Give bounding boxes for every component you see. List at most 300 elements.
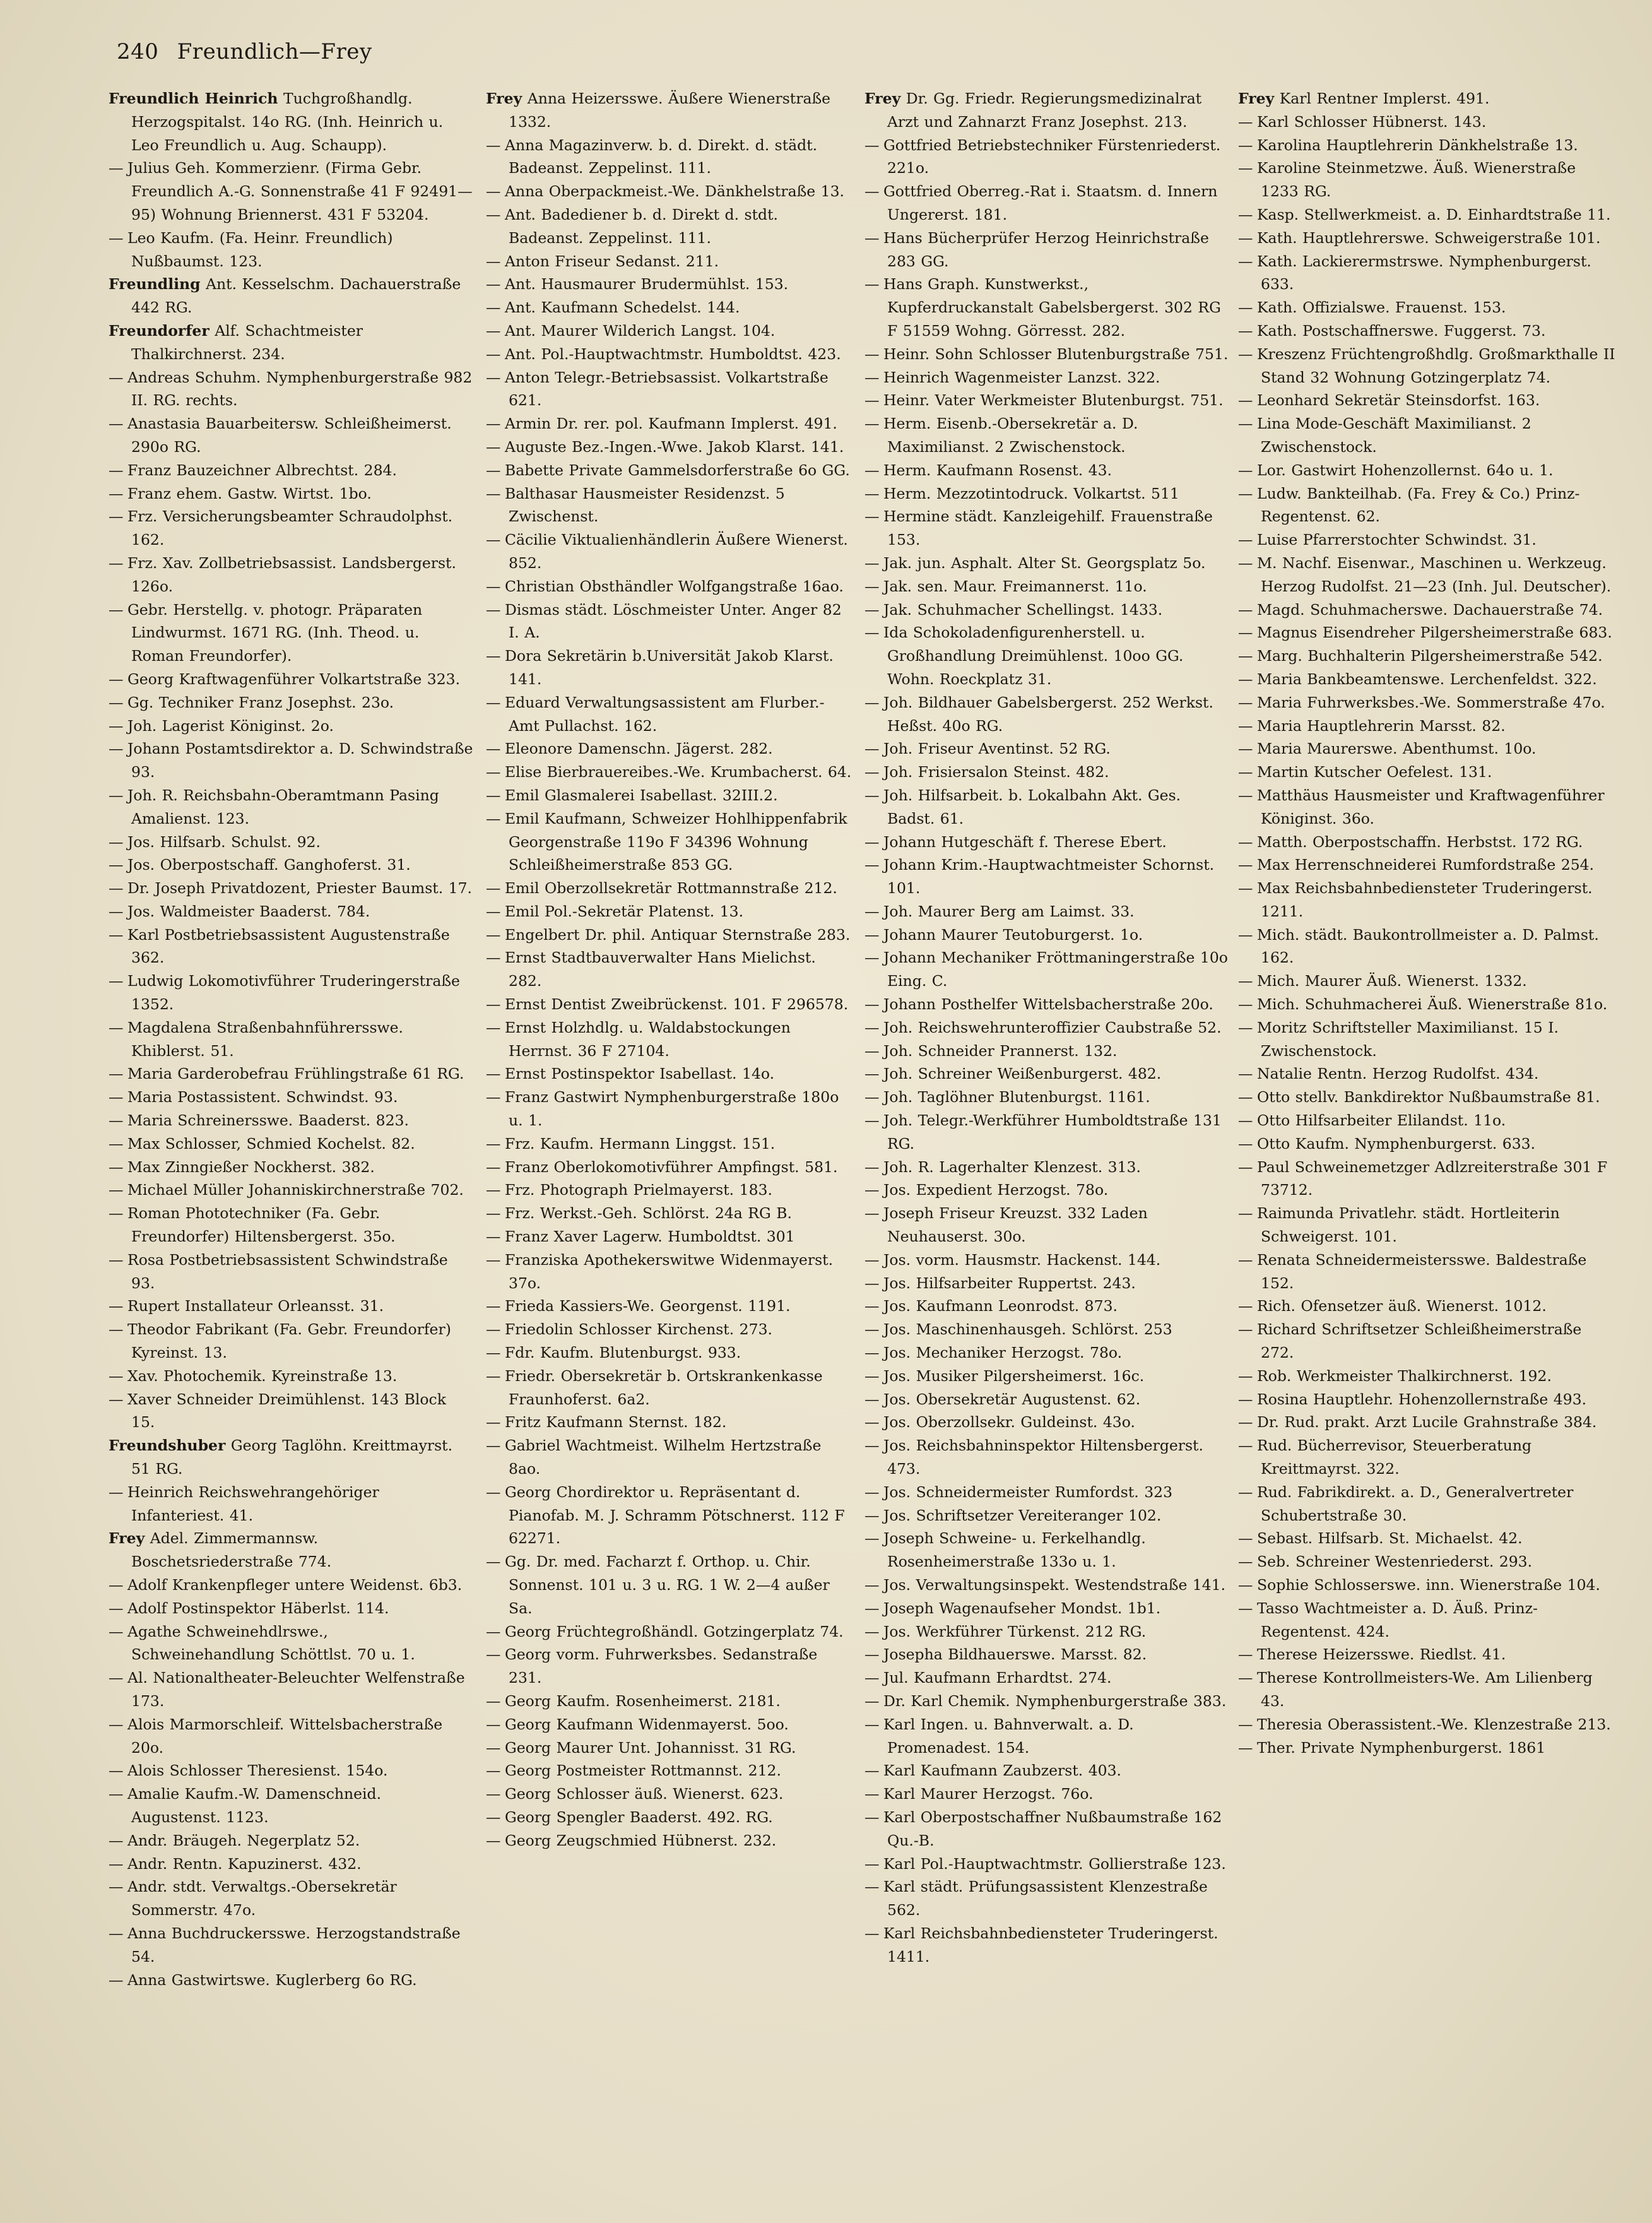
repeat-dash: — [1238, 159, 1253, 177]
directory-entry [486, 1225, 852, 1248]
entry-text: Lina Mode-Geschäft Maximilianst. 2 Zwischenstock. [1257, 415, 1531, 456]
repeat-dash: — [109, 1320, 124, 1339]
repeat-dash: — [486, 740, 501, 758]
directory-entry [486, 1341, 852, 1365]
directory-entry [864, 87, 1230, 134]
entry-text: Hans Graph. Kunstwerkst., Kupferdruckanstalt Gabelsbergerst. 302 RG F 51559 Wohng. Görresst. 282. [883, 275, 1221, 340]
directory-entry [109, 1062, 475, 1086]
repeat-dash: — [1238, 228, 1253, 247]
repeat-dash: — [486, 925, 501, 944]
repeat-dash: — [864, 391, 880, 410]
entry-text: Karolina Hauptlehrerin Dänkhelstraße 13. [1257, 136, 1578, 154]
directory-entry [486, 319, 852, 343]
directory-entry [864, 180, 1230, 227]
directory-entry [109, 157, 475, 226]
directory-entry [864, 552, 1230, 575]
repeat-dash: — [486, 1344, 501, 1362]
entry-text: Mich. städt. Baukontrollmeister a. D. Palmst. 162. [1257, 925, 1599, 967]
entry-text: Ludw. Bankteilhab. (Fa. Frey & Co.) Prinz-Regentenst. 62. [1257, 484, 1580, 526]
entry-text: Karl Reichsbahnbediensteter Truderingerst. 1411. [883, 1924, 1218, 1965]
entry-text: Maria Maurerswe. Abenthumst. 10o. [1257, 740, 1537, 758]
repeat-dash: — [109, 1622, 124, 1640]
directory-entry [486, 1318, 852, 1341]
directory-entry [864, 1341, 1230, 1365]
entry-text: Matthäus Hausmeister und Kraftwagenführer Königinst. 36o. [1257, 786, 1605, 827]
entry-text: Frieda Kassiers-We. Georgenst. 1191. [505, 1297, 791, 1315]
directory-entry [109, 831, 475, 854]
entry-text: Georg Zeugschmied Hübnerst. 232. [505, 1831, 777, 1849]
directory-entry [486, 1156, 852, 1179]
entry-surname: Freundorfer [109, 321, 209, 340]
entry-text: Johann Krim.-Hauptwachtmeister Schornst. 101. [883, 856, 1215, 898]
directory-entry [1238, 319, 1617, 343]
directory-entry [486, 1690, 852, 1713]
repeat-dash: — [1238, 879, 1253, 898]
directory-entry [1238, 1086, 1617, 1109]
directory-entry [109, 1782, 475, 1829]
repeat-dash: — [486, 182, 501, 201]
directory-entry [1238, 203, 1617, 227]
entry-text: Jos. Expedient Herzogst. 78o. [883, 1181, 1109, 1199]
directory-entry [864, 575, 1230, 598]
entry-text: Jos. Hilfsarbeiter Ruppertst. 243. [883, 1274, 1136, 1292]
repeat-dash: — [864, 1390, 880, 1408]
directory-entry [486, 644, 852, 691]
repeat-dash: — [1238, 693, 1253, 711]
repeat-dash: — [1238, 670, 1253, 688]
entry-text: Georg Spengler Baaderst. 492. RG. [505, 1808, 773, 1826]
repeat-dash: — [486, 902, 501, 920]
entry-text: Elise Bierbrauereibes.-We. Krumbacherst. 64. [505, 763, 852, 781]
entry-text: Herm. Eisenb.-Obersekretär a. D. Maximilianst. 2 Zwischenstock. [883, 415, 1138, 456]
directory-entry [1238, 528, 1617, 552]
entry-text: Eduard Verwaltungsassistent am Flurber.-Amt Pullachst. 162. [505, 693, 825, 735]
directory-entry [486, 1016, 852, 1063]
entry-text: Anastasia Bauarbeitersw. Schleißheimerst. 290o RG. [127, 415, 452, 456]
entry-text: Jos. Maschinenhausgeh. Schlörst. 253 [883, 1320, 1172, 1339]
directory-entry [109, 1388, 475, 1435]
entry-text: Xaver Schneider Dreimühlenst. 143 Block 15. [127, 1390, 446, 1432]
directory-entry [864, 1388, 1230, 1411]
directory-entry [1238, 250, 1617, 297]
directory-entry [486, 1759, 852, 1782]
entry-text: Eleonore Damenschn. Jägerst. 282. [505, 740, 773, 758]
repeat-dash: — [486, 437, 501, 456]
repeat-dash: — [864, 856, 880, 874]
entry-text: Emil Oberzollsekretär Rottmannstraße 212. [505, 879, 837, 898]
directory-entry [109, 505, 475, 552]
repeat-dash: — [864, 1065, 880, 1083]
repeat-dash: — [109, 461, 124, 479]
directory-entry [864, 412, 1230, 459]
directory-entry [864, 691, 1230, 738]
entry-text: Heinrich Wagenmeister Lanzst. 322. [883, 368, 1160, 386]
repeat-dash: — [864, 1506, 880, 1524]
entry-text: Franz Gastwirt Nymphenburgerstraße 180o u. 1. [505, 1088, 839, 1130]
entry-text: Johann Hutgeschäft f. Therese Ebert. [883, 833, 1167, 851]
directory-entry [486, 436, 852, 459]
directory-entry [1238, 1597, 1617, 1644]
entry-text: Tuchgroßhandlg. Herzogspitalst. 14o RG. (Inh. Heinrich u. Leo Freundlich u. Aug. Schaupp). [131, 90, 444, 154]
repeat-dash: — [109, 1158, 124, 1176]
repeat-dash: — [1238, 833, 1253, 851]
entry-text: Anna Oberpackmeist.-We. Dänkhelstraße 13. [505, 182, 845, 201]
repeat-dash: — [486, 1134, 501, 1153]
entry-text: Georg vorm. Fuhrwerksbes. Sedanstraße 231. [505, 1645, 818, 1687]
repeat-dash: — [109, 368, 124, 386]
repeat-dash: — [486, 1715, 501, 1733]
entry-surname: Freundling [109, 275, 201, 293]
directory-entry [864, 621, 1230, 691]
repeat-dash: — [864, 507, 880, 526]
entry-text: Magd. Schuhmacherswe. Dachauerstraße 74. [1257, 600, 1603, 619]
directory-entry [486, 1736, 852, 1760]
repeat-dash: — [1238, 299, 1253, 317]
repeat-dash: — [1238, 763, 1253, 781]
directory-entry [1238, 969, 1617, 993]
repeat-dash: — [864, 1599, 880, 1617]
directory-entry [486, 1248, 852, 1295]
directory-entry [109, 552, 475, 598]
directory-entry [109, 482, 475, 506]
entry-text: Jos. Reichsbahninspektor Hiltensbergerst. 473. [883, 1437, 1203, 1478]
directory-entry [486, 87, 852, 134]
entry-text: Emil Pol.-Sekretär Platenst. 13. [505, 902, 744, 920]
repeat-dash: — [864, 1669, 880, 1687]
repeat-dash: — [486, 1018, 501, 1036]
repeat-dash: — [1238, 391, 1253, 410]
column-1 [109, 87, 475, 2195]
directory-entry [1238, 134, 1617, 157]
repeat-dash: — [109, 1250, 124, 1269]
entry-text: Otto stellv. Bankdirektor Nußbaumstraße 81. [1257, 1088, 1600, 1106]
directory-entry [864, 1156, 1230, 1179]
entry-text: Alf. Schachtmeister Thalkirchnerst. 234. [131, 321, 363, 363]
page-number: 240 [117, 39, 159, 64]
entry-text: Hans Bücherprüfer Herzog Heinrichstraße 283 GG. [883, 228, 1209, 270]
repeat-dash: — [864, 1320, 880, 1339]
repeat-dash: — [864, 1785, 880, 1803]
repeat-dash: — [864, 554, 880, 572]
repeat-dash: — [864, 228, 880, 247]
repeat-dash: — [864, 1762, 880, 1780]
entry-text: Frz. Photograph Prielmayerst. 183. [505, 1181, 772, 1199]
repeat-dash: — [864, 740, 880, 758]
entry-text: Rosa Postbetriebsassistent Schwindstraße 93. [127, 1250, 448, 1292]
entry-text: Fdr. Kaufm. Blutenburgst. 933. [505, 1344, 741, 1362]
repeat-dash: — [1238, 647, 1253, 665]
directory-entry [486, 877, 852, 900]
repeat-dash: — [109, 1831, 124, 1849]
repeat-dash: — [486, 577, 501, 595]
directory-entry [486, 1062, 852, 1086]
repeat-dash: — [486, 600, 501, 619]
repeat-dash: — [109, 1762, 124, 1780]
directory-entry [486, 1434, 852, 1481]
repeat-dash: — [109, 1112, 124, 1130]
repeat-dash: — [864, 1018, 880, 1036]
repeat-dash: — [864, 182, 880, 201]
directory-entry [864, 784, 1230, 831]
directory-entry [864, 1411, 1230, 1434]
directory-entry [109, 1318, 475, 1365]
directory-entry [864, 1504, 1230, 1527]
entry-text: Joh. Lagerist Königinst. 2o. [127, 716, 334, 735]
repeat-dash: — [109, 1366, 124, 1385]
directory-entry [486, 296, 852, 319]
directory-entry [1238, 1574, 1617, 1597]
entry-text: Andreas Schuhm. Nymphenburgerstraße 982 II. RG. rechts. [127, 368, 473, 410]
repeat-dash: — [109, 507, 124, 526]
repeat-dash: — [1238, 484, 1253, 502]
entry-text: Dr. Gg. Friedr. Regierungsmedizinalrat Arzt und Zahnarzt Franz Josephst. 213. [887, 90, 1202, 131]
column-4 [1238, 87, 1617, 2195]
directory-entry [486, 1481, 852, 1550]
entry-text: Moritz Schriftsteller Maximilianst. 15 I. Zwischenstock. [1257, 1018, 1559, 1060]
entry-text: Joh. Friseur Aventinst. 52 RG. [883, 740, 1111, 758]
repeat-dash: — [486, 1413, 501, 1432]
entry-text: Johann Posthelfer Wittelsbacherstraße 20o. [883, 995, 1213, 1014]
directory-entry [864, 1574, 1230, 1597]
repeat-dash: — [1238, 1018, 1253, 1036]
repeat-dash: — [1238, 1250, 1253, 1269]
entry-text: Maria Hauptlehrerin Marsst. 82. [1257, 716, 1506, 735]
directory-entry [864, 1620, 1230, 1644]
entry-text: Theresia Oberassistent.-We. Klenzestraße 213. [1257, 1715, 1611, 1733]
entry-text: Babette Private Gammelsdorferstraße 6o GG. [505, 461, 850, 479]
directory-entry [486, 482, 852, 529]
repeat-dash: — [1238, 531, 1253, 549]
directory-entry [486, 900, 852, 923]
directory-entry [1238, 227, 1617, 250]
repeat-dash: — [486, 693, 501, 711]
directory-entry [864, 1318, 1230, 1341]
running-title: Freundlich—Frey [177, 39, 372, 64]
entry-text: Ant. Badediener b. d. Direkt d. stdt. Badeanst. Zeppelinst. 111. [505, 205, 778, 247]
directory-entry [1238, 1132, 1617, 1156]
repeat-dash: — [486, 1437, 501, 1455]
directory-entry [486, 737, 852, 761]
repeat-dash: — [864, 1297, 880, 1315]
repeat-dash: — [1238, 624, 1253, 642]
entry-text: Georg Schlosser äuß. Wienerst. 623. [505, 1785, 784, 1803]
directory-entry [1238, 343, 1617, 389]
directory-entry [864, 1272, 1230, 1295]
entry-text: Jak. sen. Maur. Freimannerst. 11o. [883, 577, 1147, 595]
directory-entry [109, 1922, 475, 1969]
entry-text: Karl Rentner Implerst. 491. [1274, 90, 1490, 107]
repeat-dash: — [1238, 1483, 1253, 1501]
entry-surname: Freundlich Heinrich [109, 90, 278, 107]
entry-text: Lor. Gastwirt Hohenzollernst. 64o u. 1. [1257, 461, 1554, 479]
directory-entry [486, 807, 852, 877]
directory-entry [109, 1666, 475, 1713]
repeat-dash: — [1238, 205, 1253, 223]
directory-entry [1238, 1016, 1617, 1063]
repeat-dash: — [109, 786, 124, 804]
repeat-dash: — [1238, 415, 1253, 433]
entry-text: Frz. Werkst.-Geh. Schlörst. 24a RG B. [505, 1204, 792, 1223]
entry-text: Dr. Joseph Privatdozent, Priester Baumst. 17. [127, 879, 473, 898]
repeat-dash: — [864, 345, 880, 363]
directory-entry [109, 273, 475, 319]
entry-text: Johann Maurer Teutoburgerst. 1o. [883, 925, 1143, 944]
directory-entry [864, 598, 1230, 622]
entry-text: Ernst Dentist Zweibrückenst. 101. F 296578. [505, 995, 849, 1014]
directory-entry [486, 1132, 852, 1156]
entry-text: Georg Kaufmann Widenmayerst. 5oo. [505, 1715, 789, 1733]
repeat-dash: — [864, 1088, 880, 1106]
entry-text: Karoline Steinmetzwe. Äuß. Wienerstraße 1233 RG. [1257, 159, 1576, 201]
repeat-dash: — [109, 1297, 124, 1315]
entry-text: Frz. Versicherungsbeamter Schraudolphst. 162. [127, 507, 453, 549]
entry-text: Jak. Schuhmacher Schellingst. 1433. [883, 600, 1163, 619]
repeat-dash: — [864, 786, 880, 804]
repeat-dash: — [864, 693, 880, 711]
directory-entry [109, 598, 475, 668]
entry-surname: Frey [864, 90, 901, 107]
entry-text: Maria Garderobefrau Frühlingstraße 61 RG. [127, 1065, 464, 1083]
directory-entry [1238, 1156, 1617, 1202]
directory-entry [109, 366, 475, 413]
directory-entry [486, 1550, 852, 1620]
column-3 [864, 87, 1230, 2195]
entry-text: Andr. Rentn. Kapuzinerst. 432. [127, 1854, 362, 1873]
repeat-dash: — [109, 1971, 124, 1989]
repeat-dash: — [864, 368, 880, 386]
repeat-dash: — [864, 1483, 880, 1501]
entry-text: Ant. Maurer Wilderich Langst. 104. [505, 321, 776, 340]
repeat-dash: — [1238, 1134, 1253, 1153]
repeat-dash: — [864, 995, 880, 1014]
repeat-dash: — [486, 368, 501, 386]
repeat-dash: — [486, 1738, 501, 1757]
directory-entry [1238, 482, 1617, 529]
directory-entry [109, 1759, 475, 1782]
directory-entry [1238, 1318, 1617, 1365]
repeat-dash: — [1238, 1553, 1253, 1571]
entry-text: Heinr. Vater Werkmeister Blutenburgst. 751. [883, 391, 1224, 410]
directory-entry [486, 1365, 852, 1411]
entry-text: Mich. Maurer Äuß. Wienerst. 1332. [1257, 972, 1527, 990]
directory-entry [864, 1295, 1230, 1318]
repeat-dash: — [486, 531, 501, 549]
repeat-dash: — [1238, 995, 1253, 1014]
directory-entry [1238, 691, 1617, 714]
repeat-dash: — [864, 833, 880, 851]
repeat-dash: — [109, 856, 124, 874]
repeat-dash: — [486, 1483, 501, 1501]
repeat-dash: — [1238, 1158, 1253, 1176]
directory-entry [109, 900, 475, 923]
entry-text: Martin Kutscher Oefelest. 131. [1257, 763, 1492, 781]
repeat-dash: — [486, 786, 501, 804]
repeat-dash: — [486, 136, 501, 154]
repeat-dash: — [1238, 1088, 1253, 1106]
entry-text: Friedolin Schlosser Kirchenst. 273. [505, 1320, 772, 1339]
entry-text: Anna Gastwirtswe. Kuglerberg 6o RG. [127, 1971, 417, 1989]
directory-entry [486, 343, 852, 366]
directory-entry [1238, 1481, 1617, 1527]
entry-text: Jos. Mechaniker Herzogst. 78o. [883, 1344, 1123, 1362]
directory-entry [864, 505, 1230, 552]
directory-entry [109, 1852, 475, 1876]
entry-text: Max Herrenschneiderei Rumfordstraße 254. [1257, 856, 1595, 874]
repeat-dash: — [109, 1924, 124, 1942]
directory-entry [864, 1782, 1230, 1806]
directory-entry [109, 1109, 475, 1132]
directory-entry [486, 598, 852, 645]
entry-text: Seb. Schreiner Westenriederst. 293. [1257, 1553, 1533, 1571]
directory-entry [109, 923, 475, 970]
repeat-dash: — [1238, 1599, 1253, 1617]
entry-text: Ernst Holzhdlg. u. Waldabstockungen Herrnst. 36 F 27104. [505, 1018, 791, 1060]
directory-entry [1238, 761, 1617, 784]
entry-text: Max Zinngießer Nockherst. 382. [127, 1158, 375, 1176]
entry-text: Joh. Hilfsarbeit. b. Lokalbahn Akt. Ges. Badst. 61. [883, 786, 1181, 827]
directory-entry [864, 273, 1230, 342]
entry-text: Adel. Zimmermannsw. Boschetsriederstraße 774. [131, 1529, 332, 1571]
directory-entry [864, 1086, 1230, 1109]
repeat-dash: — [486, 763, 501, 781]
entry-text: Christian Obsthändler Wolfgangstraße 16ao. [505, 577, 844, 595]
directory-entry [864, 946, 1230, 993]
entry-text: Jos. Schneidermeister Rumfordst. 323 [883, 1483, 1173, 1501]
page-header [117, 33, 372, 71]
repeat-dash: — [864, 136, 880, 154]
directory-entry [486, 1806, 852, 1829]
entry-text: Maria Bankbeamtenswe. Lerchenfeldst. 322. [1257, 670, 1597, 688]
directory-entry [864, 1481, 1230, 1504]
entry-text: Ida Schokoladenfigurenherstell. u. Großhandlung Dreimühlenst. 10oo GG. Wohn. Roeckplatz 31. [883, 624, 1184, 688]
entry-text: Rich. Ofensetzer äuß. Wienerst. 1012. [1257, 1297, 1547, 1315]
repeat-dash: — [486, 1808, 501, 1826]
directory-entry [864, 459, 1230, 482]
repeat-dash: — [864, 1344, 880, 1362]
entry-text: Herm. Kaufmann Rosenst. 43. [883, 461, 1112, 479]
entry-text: Natalie Rentn. Herzog Rudolfst. 434. [1257, 1065, 1539, 1083]
entry-text: Otto Kaufm. Nymphenburgerst. 633. [1257, 1134, 1536, 1153]
entry-text: Friedr. Obersekretär b. Ortskrankenkasse Fraunhoferst. 6a2. [505, 1366, 823, 1408]
directory-entry [109, 784, 475, 831]
repeat-dash: — [1238, 1366, 1253, 1385]
entry-text: Maria Postassistent. Schwindst. 93. [127, 1088, 398, 1106]
directory-entry [109, 1365, 475, 1388]
directory-entry [109, 737, 475, 784]
directory-entry [1238, 1736, 1617, 1760]
directory-entry [1238, 1411, 1617, 1434]
entry-surname: Freundshuber [109, 1437, 226, 1455]
directory-entry [109, 1481, 475, 1527]
repeat-dash: — [109, 1390, 124, 1408]
directory-entry [864, 1922, 1230, 1969]
directory-entry [109, 691, 475, 714]
entry-text: Joh. Maurer Berg am Laimst. 33. [883, 902, 1135, 920]
repeat-dash: — [486, 879, 501, 898]
repeat-dash: — [1238, 1413, 1253, 1432]
directory-entry [486, 784, 852, 807]
repeat-dash: — [864, 1854, 880, 1873]
entry-text: Heinr. Sohn Schlosser Blutenburgstraße 751. [883, 345, 1229, 363]
repeat-dash: — [486, 299, 501, 317]
entry-text: Gottfried Betriebstechniker Fürstenriederst. 221o. [883, 136, 1221, 177]
entry-text: Richard Schriftsetzer Schleißheimerstraße 272. [1257, 1320, 1582, 1362]
repeat-dash: — [109, 693, 124, 711]
repeat-dash: — [864, 484, 880, 502]
entry-text: Jos. Werkführer Türkenst. 212 RG. [883, 1622, 1147, 1640]
entry-text: Emil Kaufmann, Schweizer Hohlhippenfabrik Georgenstraße 119o F 34396 Wohnung Schleißheimerstraße 853 GG. [505, 809, 847, 874]
repeat-dash: — [486, 1692, 501, 1710]
